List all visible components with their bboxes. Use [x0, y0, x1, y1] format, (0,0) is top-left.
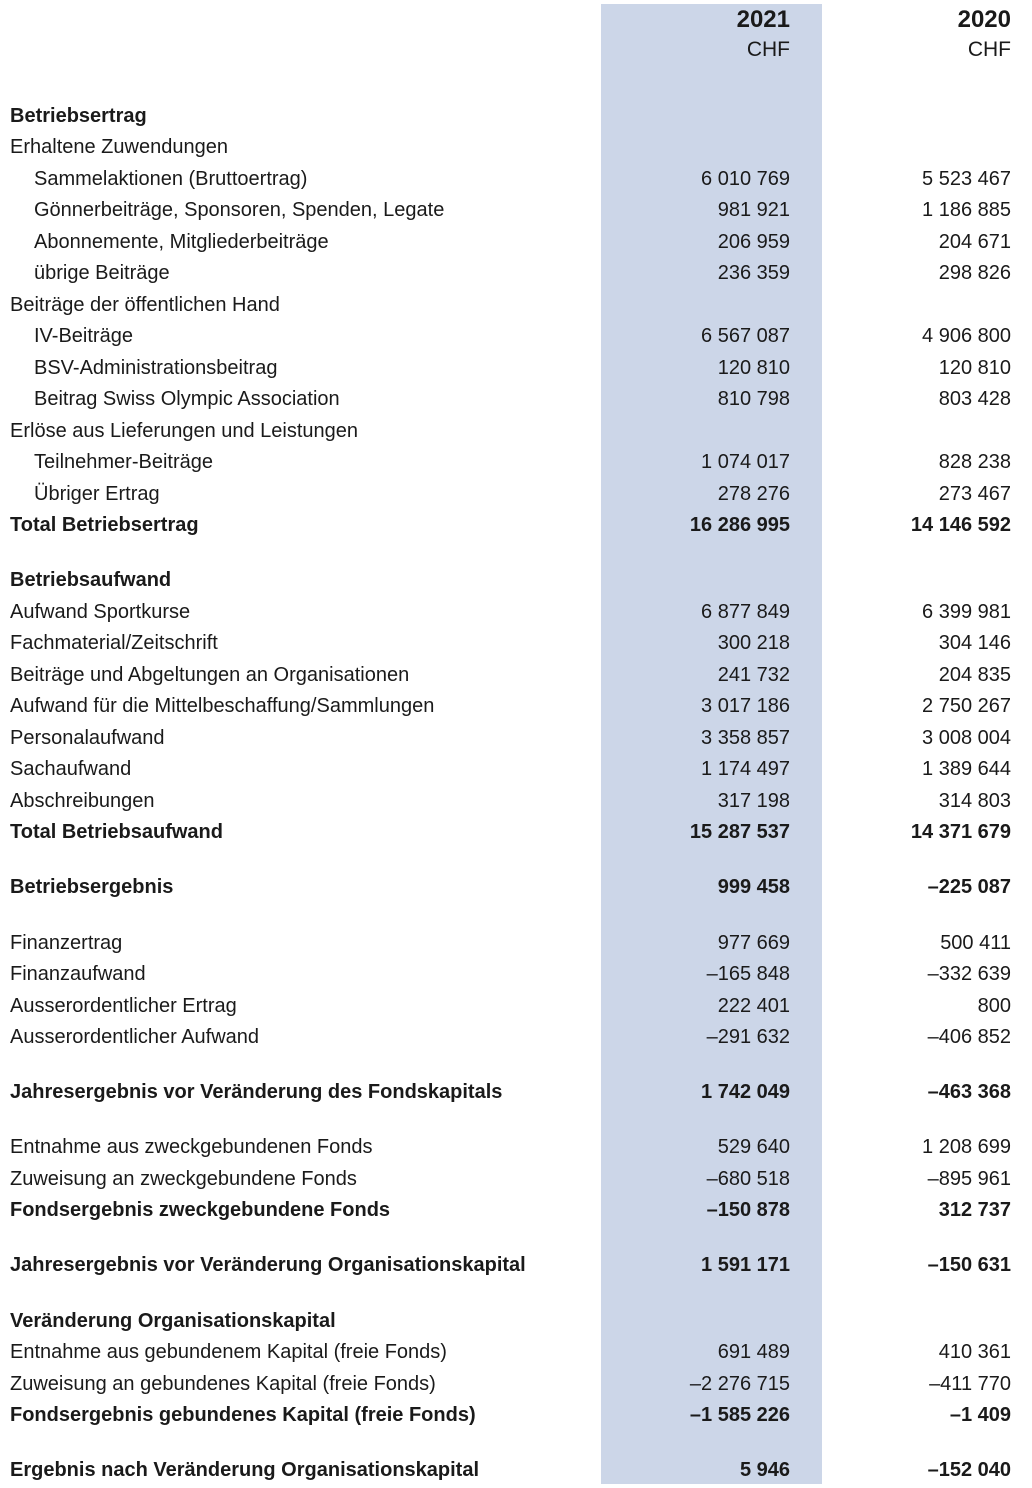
- table-row: [0, 1250, 1032, 1280]
- table-row: [0, 164, 1032, 194]
- table-row: [0, 479, 1032, 509]
- value-2021: 691 489: [717, 1341, 790, 1363]
- row-label: Fachmaterial/Zeitschrift: [10, 632, 218, 654]
- value-2020: 4 906 800: [922, 325, 1011, 347]
- table-row: [0, 101, 1032, 131]
- row-label: Fondsergebnis gebundenes Kapital (freie Fonds): [10, 1404, 476, 1426]
- value-2020: –463 368: [927, 1081, 1011, 1103]
- value-2021: 222 401: [717, 995, 790, 1017]
- row-label: Ausserordentlicher Ertrag: [10, 995, 237, 1017]
- table-row: [0, 928, 1032, 958]
- value-2020: 803 428: [938, 388, 1011, 410]
- value-2021: 1 591 171: [701, 1254, 790, 1276]
- unit-2021-label: CHF: [746, 38, 790, 61]
- row-label: Erlöse aus Lieferungen und Leistungen: [10, 420, 359, 442]
- value-2021: –150 878: [706, 1199, 790, 1221]
- value-2021: 5 946: [739, 1459, 790, 1481]
- table-row: [0, 321, 1032, 351]
- value-2020: –411 770: [929, 1373, 1011, 1395]
- value-2020: –150 631: [927, 1254, 1011, 1276]
- row-label: Ausserordentlicher Aufwand: [10, 1026, 260, 1048]
- table-row: [0, 1337, 1032, 1367]
- row-label: Entnahme aus gebundenem Kapital (freie Fonds): [10, 1341, 447, 1363]
- row-label: Total Betriebsertrag: [10, 514, 199, 536]
- table-row: [0, 1077, 1032, 1107]
- value-2020: 410 361: [938, 1341, 1011, 1363]
- value-2021: 977 669: [717, 932, 790, 954]
- value-2020: 1 208 699: [922, 1136, 1011, 1158]
- table-row: [0, 660, 1032, 690]
- row-label: Veränderung Organisationskapital: [10, 1310, 336, 1332]
- row-label: Zuweisung an gebundenes Kapital (freie Fonds): [10, 1373, 436, 1395]
- row-label: Gönnerbeiträge, Sponsoren, Spenden, Legate: [34, 199, 445, 221]
- table-row: [0, 132, 1032, 162]
- value-2021: –680 518: [706, 1168, 790, 1190]
- table-row: [0, 991, 1032, 1021]
- row-label: BSV-Administrationsbeitrag: [34, 357, 278, 379]
- table-row: [0, 290, 1032, 320]
- value-2021: –2 276 715: [689, 1373, 790, 1395]
- table-row: [0, 754, 1032, 784]
- row-label: Betriebsaufwand: [10, 569, 172, 591]
- table-row: [0, 817, 1032, 847]
- value-2021: 317 198: [717, 790, 790, 812]
- table-row: [0, 447, 1032, 477]
- value-2020: 273 467: [938, 483, 1011, 505]
- row-label: Sammelaktionen (Bruttoertrag): [34, 168, 308, 190]
- value-2021: 3 017 186: [701, 695, 790, 717]
- row-label: Beitrag Swiss Olympic Association: [34, 388, 340, 410]
- value-2020: –332 639: [927, 963, 1011, 985]
- value-2020: 14 371 679: [910, 821, 1011, 843]
- row-label: Jahresergebnis vor Veränderung Organisationskapital: [10, 1254, 526, 1276]
- table-row: [0, 1022, 1032, 1052]
- value-2021: 1 742 049: [701, 1081, 790, 1103]
- table-row: [0, 258, 1032, 288]
- value-2020: 1 186 885: [922, 199, 1011, 221]
- value-2021: 6 877 849: [701, 601, 790, 623]
- value-2021: 6 567 087: [701, 325, 790, 347]
- value-2020: –1 409: [949, 1404, 1011, 1426]
- value-2021: 981 921: [717, 199, 790, 221]
- row-label: Fondsergebnis zweckgebundene Fonds: [10, 1199, 391, 1221]
- value-2021: 15 287 537: [689, 821, 790, 843]
- table-row: [0, 565, 1032, 595]
- row-label: Ergebnis nach Veränderung Organisationskapital: [10, 1459, 480, 1481]
- value-2020: 204 835: [938, 664, 1011, 686]
- value-2021: 120 810: [717, 357, 790, 379]
- row-label: Finanzaufwand: [10, 963, 146, 985]
- value-2020: 828 238: [938, 451, 1011, 473]
- value-2021: 278 276: [717, 483, 790, 505]
- value-2021: –291 632: [706, 1026, 790, 1048]
- value-2020: 204 671: [938, 231, 1011, 253]
- value-2020: 1 389 644: [922, 758, 1011, 780]
- value-2020: 312 737: [938, 1199, 1011, 1221]
- row-label: Finanzertrag: [10, 932, 123, 954]
- value-2020: 2 750 267: [922, 695, 1011, 717]
- value-2020: 800: [977, 995, 1011, 1017]
- table-row: [0, 723, 1032, 753]
- table-row: [0, 416, 1032, 446]
- value-2021: 3 358 857: [701, 727, 790, 749]
- row-label: Beiträge und Abgeltungen an Organisationen: [10, 664, 410, 686]
- table-row: [0, 195, 1032, 225]
- year-2020-label: 2020: [957, 6, 1011, 33]
- table-row: [0, 1195, 1032, 1225]
- table-row: [0, 786, 1032, 816]
- value-2021: 16 286 995: [689, 514, 790, 536]
- unit-2020-label: CHF: [967, 38, 1011, 61]
- table-row: [0, 1455, 1032, 1485]
- table-row: [0, 1369, 1032, 1399]
- value-2021: 300 218: [717, 632, 790, 654]
- value-2021: 6 010 769: [701, 168, 790, 190]
- value-2020: –895 961: [927, 1168, 1011, 1190]
- year-2021-label: 2021: [736, 6, 790, 33]
- table-row: [0, 597, 1032, 627]
- value-2020: 3 008 004: [922, 727, 1011, 749]
- value-2020: –152 040: [927, 1459, 1011, 1481]
- table-row: [0, 1164, 1032, 1194]
- row-label: Abschreibungen: [10, 790, 155, 812]
- row-label: Betriebsertrag: [10, 105, 147, 127]
- value-2021: 529 640: [717, 1136, 790, 1158]
- row-label: Personalaufwand: [10, 727, 165, 749]
- row-label: Betriebsergebnis: [10, 876, 174, 898]
- table-row: [0, 510, 1032, 540]
- row-label: Beiträge der öffentlichen Hand: [10, 294, 280, 316]
- value-2020: 314 803: [938, 790, 1011, 812]
- table-row: [0, 959, 1032, 989]
- row-label: Teilnehmer-Beiträge: [34, 451, 213, 473]
- row-label: Erhaltene Zuwendungen: [10, 136, 228, 158]
- value-2020: –225 087: [927, 876, 1011, 898]
- table-row: [0, 1132, 1032, 1162]
- table-row: [0, 628, 1032, 658]
- table-row: [0, 353, 1032, 383]
- value-2020: 14 146 592: [910, 514, 1011, 536]
- value-2021: 206 959: [717, 231, 790, 253]
- row-label: Sachaufwand: [10, 758, 132, 780]
- value-2021: 999 458: [717, 876, 790, 898]
- column-header-2021: [601, 5, 790, 65]
- value-2020: 304 146: [938, 632, 1011, 654]
- table-row: [0, 1306, 1032, 1336]
- row-label: Jahresergebnis vor Veränderung des Fondskapitals: [10, 1081, 503, 1103]
- value-2020: 298 826: [938, 262, 1011, 284]
- value-2021: 236 359: [717, 262, 790, 284]
- column-header-2020: [822, 5, 1011, 65]
- value-2020: 5 523 467: [922, 168, 1011, 190]
- value-2020: 6 399 981: [922, 601, 1011, 623]
- value-2020: –406 852: [927, 1026, 1011, 1048]
- table-row: [0, 384, 1032, 414]
- value-2021: 1 174 497: [701, 758, 790, 780]
- row-label: Abonnemente, Mitgliederbeiträge: [34, 231, 329, 253]
- table-row: [0, 1400, 1032, 1430]
- row-label: Entnahme aus zweckgebundenen Fonds: [10, 1136, 373, 1158]
- row-label: Aufwand Sportkurse: [10, 601, 191, 623]
- value-2021: 241 732: [717, 664, 790, 686]
- table-row: [0, 872, 1032, 902]
- value-2021: 1 074 017: [701, 451, 790, 473]
- table-row: [0, 227, 1032, 257]
- value-2020: 120 810: [938, 357, 1011, 379]
- value-2021: –165 848: [706, 963, 790, 985]
- value-2021: 810 798: [717, 388, 790, 410]
- table-row: [0, 691, 1032, 721]
- row-label: Total Betriebsaufwand: [10, 821, 223, 843]
- row-label: Zuweisung an zweckgebundene Fonds: [10, 1168, 357, 1190]
- value-2021: –1 585 226: [689, 1404, 790, 1426]
- row-label: übrige Beiträge: [34, 262, 170, 284]
- row-label: Übriger Ertrag: [34, 483, 160, 505]
- row-label: IV-Beiträge: [34, 325, 133, 347]
- value-2020: 500 411: [940, 932, 1011, 954]
- row-label: Aufwand für die Mittelbeschaffung/Sammlungen: [10, 695, 435, 717]
